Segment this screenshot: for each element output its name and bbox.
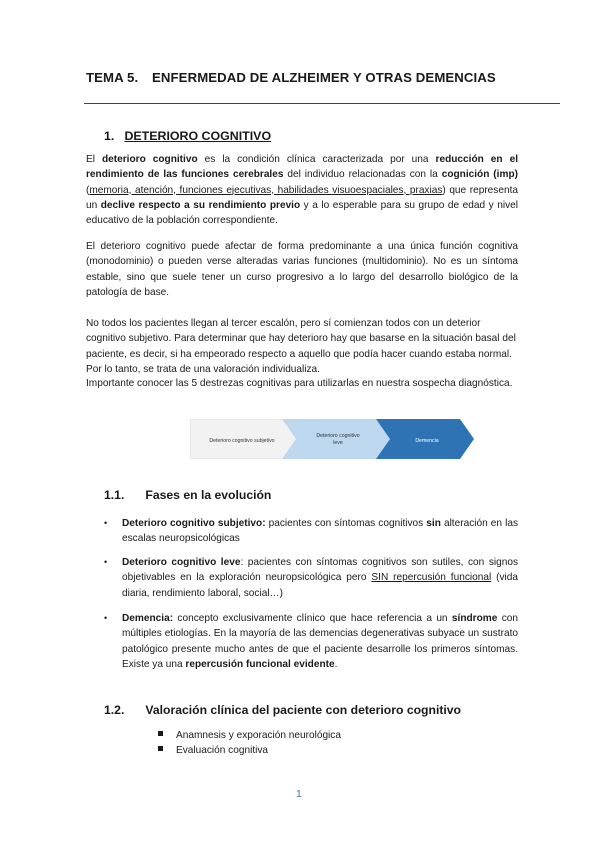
text-run: (vida diaria, rendimiento laboral, social…) xyxy=(122,572,519,599)
underlined-run: memoria, atención, funciones ejecutivas, habilidades visuoespaciales, praxias xyxy=(89,184,443,196)
title-divider xyxy=(84,103,560,104)
bold-run: reducción en el rendimiento de las funciones cerebrales xyxy=(86,154,519,181)
bullet-dot: • xyxy=(104,613,108,623)
square-bullet xyxy=(158,731,163,736)
text-run: . xyxy=(334,658,338,670)
bold-run: deterioro cognitivo xyxy=(102,154,198,165)
section-title: Fases en la evolución xyxy=(145,488,272,502)
bullet-dot: • xyxy=(104,518,108,528)
bullet-label: Demencia: xyxy=(122,613,174,624)
text-run: : pacientes con síntomas cognitivos son sutiles, con signos objetivables en la exploración neuropsicológica pero xyxy=(122,557,519,584)
section-heading-1-1 xyxy=(104,488,271,502)
bold-run: declive respecto a su rendimiento previo xyxy=(100,199,301,211)
text-run: es la condición clínica caracterizada por una xyxy=(197,154,436,165)
progression-diagram xyxy=(190,419,474,459)
list-item xyxy=(158,729,341,743)
bold-run: cognición (imp) xyxy=(441,169,518,181)
paragraph-stages: No todos los pacientes llegan al tercer escalón, pero sí comienzan todos con un deterior cognitivo subjetivo. Para determinar que hay deterioro hay que basarse en la situación basal del paciente, es decir, si ha empeorado respecto a aquello que podía hacer cuando estaba normal. Por lo tanto, se trata de una valoración individualiza. xyxy=(86,318,516,375)
section-heading-1 xyxy=(104,129,271,143)
text-run: concepto exclusivamente clínico que hace referencia a un xyxy=(173,613,452,624)
page-title xyxy=(86,70,496,85)
square-bullet xyxy=(158,746,163,751)
section-number: 1. xyxy=(104,129,115,143)
list-item xyxy=(158,744,268,758)
text-run: y a lo esperable para su grupo de edad y nivel educativo de la población correspondiente. xyxy=(86,199,518,227)
list-item xyxy=(104,611,518,672)
flow-step-3: Demencia xyxy=(415,438,439,444)
bullet-label: Deterioro cognitivo subjetivo: xyxy=(122,518,266,529)
text-run: alteración en las escalas neuropsicológicas xyxy=(122,518,519,545)
section-number: 1.1. xyxy=(104,488,125,502)
paragraph-domains: El deterioro cognitivo puede afectar de forma predominante a una única función cognitiva (monodominio) o pueden verse alteradas varias funciones (multidominio). No es un síntoma estable, sino que suele tener un curso progresivo a lo largo del desarrollo biológico de la patología de base. xyxy=(86,241,518,298)
section-title: DETERIORO COGNITIVO xyxy=(124,129,272,143)
title-text: ENFERMEDAD DE ALZHEIMER Y OTRAS DEMENCIAS xyxy=(152,70,496,85)
bold-run: sin xyxy=(426,518,441,529)
bold-run: repercusión funcional evidente xyxy=(185,658,335,670)
text-run: pacientes con síntomas cognitivos xyxy=(265,518,427,529)
flow-step-2-line: Deterioro cognitivo xyxy=(316,433,360,439)
section-title: Valoración clínica del paciente con deterioro cognitivo xyxy=(145,703,461,717)
page-number: 1 xyxy=(296,788,302,800)
paragraph-definition xyxy=(86,152,518,228)
bold-run: síndrome xyxy=(451,613,498,624)
underlined-run: SIN repercusión funcional xyxy=(371,572,492,584)
flow-step-2-line: leve xyxy=(333,440,343,446)
list-item-text: Evaluación cognitiva xyxy=(176,745,269,756)
text-run: con múltiples etiologías. En la mayoría de las demencias degenerativas subyace un sustrato patológico presente mucho antes de que el paciente desarrolle los primeros síntomas. Existe ya una xyxy=(122,613,518,670)
text-run: ( xyxy=(86,184,90,196)
list-item xyxy=(104,516,518,547)
flow-step-1: Deterioro cognitivo subjetivo xyxy=(209,438,275,444)
paragraph-important: Importante conocer las 5 destrezas cognitivas para utilizarlas en nuestra sospecha diagnóstica. xyxy=(86,378,513,389)
title-number: TEMA 5. xyxy=(86,70,139,85)
section-heading-1-2 xyxy=(104,703,461,717)
text-run: El xyxy=(86,154,102,165)
text-run: del individuo relacionadas con la xyxy=(283,169,442,181)
flow-step-shape-2 xyxy=(282,419,392,459)
text-run: ) que representa un xyxy=(86,184,518,211)
list-item xyxy=(104,555,518,601)
bullet-label: Deterioro cognitivo leve xyxy=(122,557,241,568)
bullet-dot: • xyxy=(104,557,108,567)
list-item-text: Anamnesis y exporación neurológica xyxy=(176,730,341,741)
section-number: 1.2. xyxy=(104,703,125,717)
